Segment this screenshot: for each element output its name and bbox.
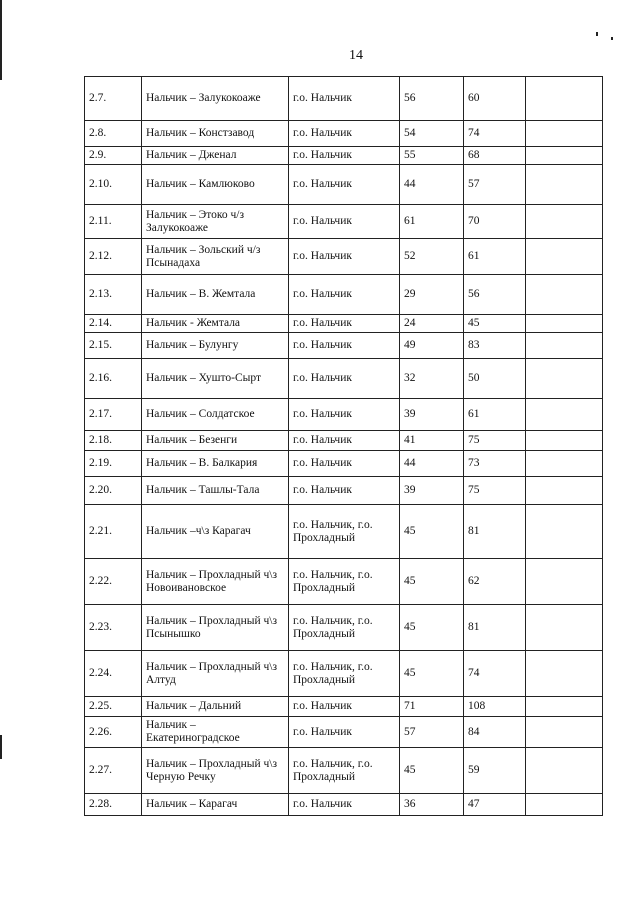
table-row	[85, 165, 603, 205]
route-name: Нальчик – Этоко ч/з Залукокоаже	[142, 205, 289, 239]
table-row	[85, 399, 603, 431]
row-number: 2.27.	[85, 748, 142, 794]
route-name: Нальчик – Екатериноградское	[142, 717, 289, 748]
area-name: г.о. Нальчик	[289, 275, 400, 315]
area-name: г.о. Нальчик	[289, 451, 400, 477]
route-name: Нальчик – Констзавод	[142, 121, 289, 147]
value-1: 36	[400, 794, 464, 816]
area-name: г.о. Нальчик	[289, 794, 400, 816]
row-number: 2.25.	[85, 697, 142, 717]
table-row	[85, 121, 603, 147]
row-number: 2.16.	[85, 359, 142, 399]
area-name: г.о. Нальчик, г.о. Прохладный	[289, 748, 400, 794]
table-row	[85, 748, 603, 794]
row-number: 2.19.	[85, 451, 142, 477]
value-1: 61	[400, 205, 464, 239]
area-name: г.о. Нальчик	[289, 431, 400, 451]
value-2: 84	[464, 717, 526, 748]
value-1: 45	[400, 748, 464, 794]
value-2: 74	[464, 121, 526, 147]
value-3	[526, 399, 603, 431]
value-1: 32	[400, 359, 464, 399]
area-name: г.о. Нальчик	[289, 315, 400, 333]
route-name: Нальчик – В. Жемтала	[142, 275, 289, 315]
value-3	[526, 77, 603, 121]
value-3	[526, 748, 603, 794]
value-2: 81	[464, 505, 526, 559]
routes-table-body	[85, 77, 603, 816]
table-row	[85, 697, 603, 717]
row-number: 2.20.	[85, 477, 142, 505]
route-name: Нальчик –ч\з Карагач	[142, 505, 289, 559]
area-name: г.о. Нальчик	[289, 477, 400, 505]
page-number: 14	[349, 48, 363, 63]
row-number: 2.11.	[85, 205, 142, 239]
value-1: 24	[400, 315, 464, 333]
value-1: 45	[400, 505, 464, 559]
value-3	[526, 333, 603, 359]
value-2: 70	[464, 205, 526, 239]
area-name: г.о. Нальчик	[289, 333, 400, 359]
scan-mark-left	[0, 0, 2, 80]
area-name: г.о. Нальчик	[289, 359, 400, 399]
route-name: Нальчик – Прохладный ч\з Новоивановское	[142, 559, 289, 605]
value-1: 56	[400, 77, 464, 121]
area-name: г.о. Нальчик	[289, 205, 400, 239]
route-name: Нальчик – Солдатское	[142, 399, 289, 431]
table-row	[85, 794, 603, 816]
route-name: Нальчик – Дальний	[142, 697, 289, 717]
value-2: 81	[464, 605, 526, 651]
route-name: Нальчик – Прохладный ч\з Алтуд	[142, 651, 289, 697]
table-row	[85, 605, 603, 651]
row-number: 2.13.	[85, 275, 142, 315]
value-2: 50	[464, 359, 526, 399]
area-name: г.о. Нальчик	[289, 399, 400, 431]
row-number: 2.24.	[85, 651, 142, 697]
route-name: Нальчик – Зольский ч/з Псынадаха	[142, 239, 289, 275]
value-2: 74	[464, 651, 526, 697]
row-number: 2.10.	[85, 165, 142, 205]
value-2: 57	[464, 165, 526, 205]
value-3	[526, 697, 603, 717]
value-2: 75	[464, 431, 526, 451]
value-1: 44	[400, 451, 464, 477]
value-1: 49	[400, 333, 464, 359]
value-3	[526, 451, 603, 477]
area-name: г.о. Нальчик, г.о. Прохладный	[289, 559, 400, 605]
value-2: 75	[464, 477, 526, 505]
row-number: 2.21.	[85, 505, 142, 559]
area-name: г.о. Нальчик, г.о. Прохладный	[289, 605, 400, 651]
value-3	[526, 275, 603, 315]
area-name: г.о. Нальчик, г.о. Прохладный	[289, 651, 400, 697]
value-3	[526, 431, 603, 451]
row-number: 2.17.	[85, 399, 142, 431]
area-name: г.о. Нальчик	[289, 121, 400, 147]
row-number: 2.18.	[85, 431, 142, 451]
value-2: 56	[464, 275, 526, 315]
value-2: 47	[464, 794, 526, 816]
route-name: Нальчик - Жемтала	[142, 315, 289, 333]
value-3	[526, 505, 603, 559]
value-3	[526, 147, 603, 165]
value-1: 55	[400, 147, 464, 165]
area-name: г.о. Нальчик	[289, 147, 400, 165]
value-2: 68	[464, 147, 526, 165]
value-3	[526, 121, 603, 147]
value-2: 59	[464, 748, 526, 794]
route-name: Нальчик – В. Балкария	[142, 451, 289, 477]
row-number: 2.22.	[85, 559, 142, 605]
table-row	[85, 359, 603, 399]
value-1: 29	[400, 275, 464, 315]
value-2: 62	[464, 559, 526, 605]
route-name: Нальчик – Хушто-Сырт	[142, 359, 289, 399]
value-2: 61	[464, 239, 526, 275]
routes-table	[84, 76, 603, 816]
row-number: 2.14.	[85, 315, 142, 333]
row-number: 2.12.	[85, 239, 142, 275]
value-3	[526, 559, 603, 605]
table-row	[85, 505, 603, 559]
area-name: г.о. Нальчик	[289, 239, 400, 275]
value-3	[526, 315, 603, 333]
table-row	[85, 239, 603, 275]
value-1: 45	[400, 559, 464, 605]
table-row	[85, 451, 603, 477]
value-3	[526, 165, 603, 205]
row-number: 2.7.	[85, 77, 142, 121]
scan-mark-left-lower	[0, 735, 2, 759]
value-2: 73	[464, 451, 526, 477]
value-1: 52	[400, 239, 464, 275]
route-name: Нальчик – Дженал	[142, 147, 289, 165]
route-name: Нальчик – Прохладный ч\з Черную Речку	[142, 748, 289, 794]
area-name: г.о. Нальчик, г.о. Прохладный	[289, 505, 400, 559]
table-row	[85, 77, 603, 121]
value-2: 45	[464, 315, 526, 333]
table-row	[85, 431, 603, 451]
table-row	[85, 477, 603, 505]
value-3	[526, 477, 603, 505]
area-name: г.о. Нальчик	[289, 165, 400, 205]
value-1: 45	[400, 651, 464, 697]
area-name: г.о. Нальчик	[289, 717, 400, 748]
area-name: г.о. Нальчик	[289, 77, 400, 121]
table-row	[85, 205, 603, 239]
value-1: 39	[400, 399, 464, 431]
table-row	[85, 333, 603, 359]
route-name: Нальчик – Залукокоаже	[142, 77, 289, 121]
row-number: 2.28.	[85, 794, 142, 816]
route-name: Нальчик – Булунгу	[142, 333, 289, 359]
value-3	[526, 359, 603, 399]
value-1: 44	[400, 165, 464, 205]
route-name: Нальчик – Безенги	[142, 431, 289, 451]
row-number: 2.23.	[85, 605, 142, 651]
value-2: 60	[464, 77, 526, 121]
area-name: г.о. Нальчик	[289, 697, 400, 717]
row-number: 2.15.	[85, 333, 142, 359]
row-number: 2.9.	[85, 147, 142, 165]
value-3	[526, 651, 603, 697]
route-name: Нальчик – Ташлы-Тала	[142, 477, 289, 505]
table-row	[85, 275, 603, 315]
route-name: Нальчик – Карагач	[142, 794, 289, 816]
value-3	[526, 605, 603, 651]
value-1: 71	[400, 697, 464, 717]
value-1: 45	[400, 605, 464, 651]
value-1: 54	[400, 121, 464, 147]
value-3	[526, 239, 603, 275]
table-row	[85, 315, 603, 333]
scan-mark-right-dot	[596, 32, 598, 36]
table-row	[85, 717, 603, 748]
value-1: 57	[400, 717, 464, 748]
table-row	[85, 147, 603, 165]
value-3	[526, 794, 603, 816]
scan-mark-right-dot-2	[611, 37, 613, 40]
value-1: 39	[400, 477, 464, 505]
value-2: 61	[464, 399, 526, 431]
row-number: 2.26.	[85, 717, 142, 748]
row-number: 2.8.	[85, 121, 142, 147]
table-row	[85, 651, 603, 697]
value-2: 83	[464, 333, 526, 359]
route-name: Нальчик – Прохладный ч\з Псынышко	[142, 605, 289, 651]
value-3	[526, 717, 603, 748]
route-name: Нальчик – Камлюково	[142, 165, 289, 205]
value-2: 108	[464, 697, 526, 717]
value-3	[526, 205, 603, 239]
table-row	[85, 559, 603, 605]
value-1: 41	[400, 431, 464, 451]
